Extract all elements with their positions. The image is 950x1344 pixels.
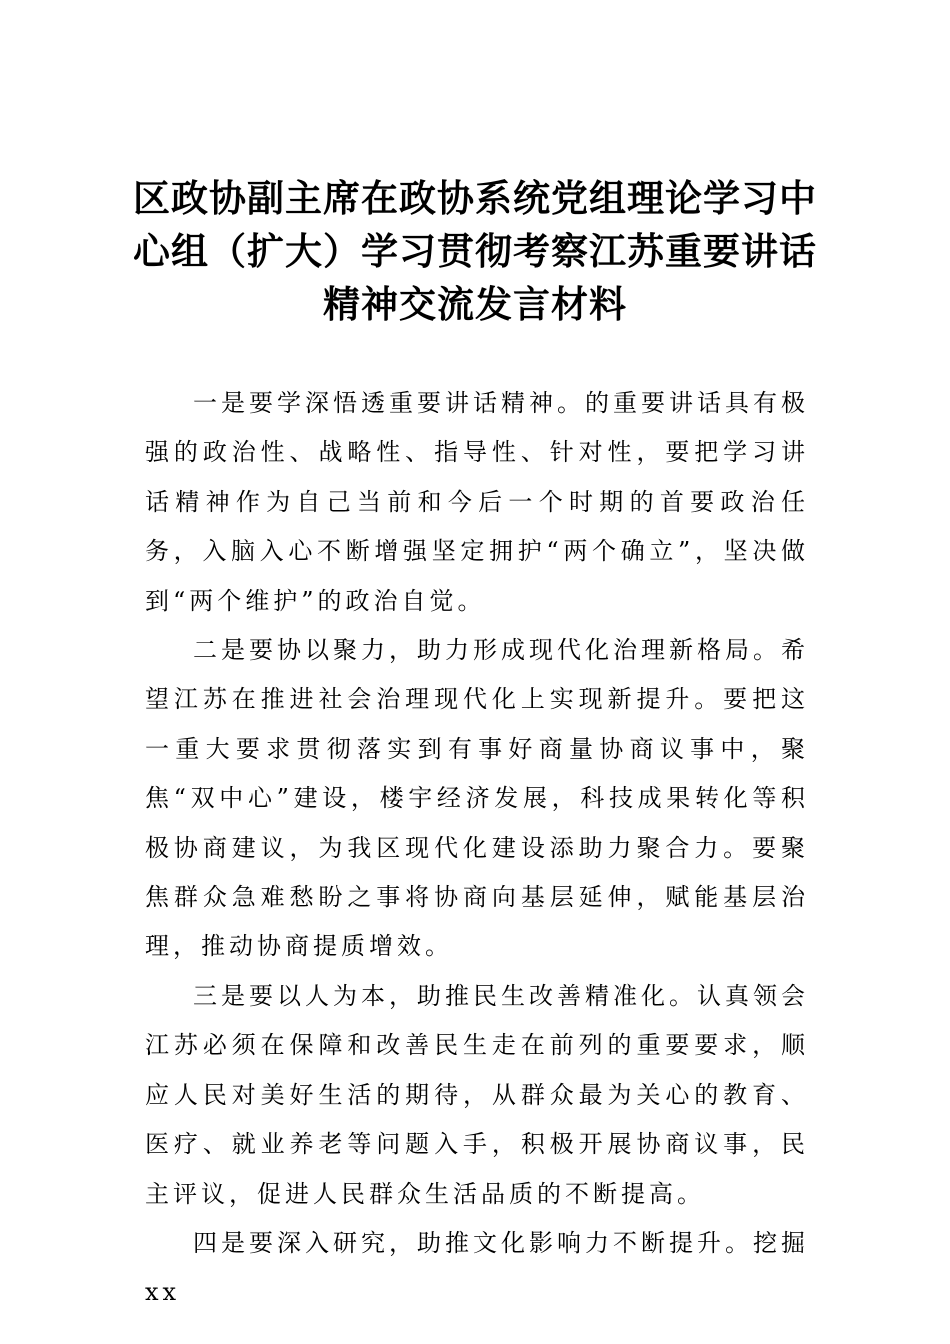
title-line-3: 精神交流发言材料 bbox=[323, 283, 627, 326]
title-line-1: 区政协副主席在政协系统党组理论学习中 bbox=[133, 177, 817, 220]
document-body bbox=[145, 379, 809, 1318]
title-line-2: 心组（扩大）学习贯彻考察江苏重要讲话 bbox=[133, 230, 817, 273]
paragraph-4: 四是要深入研究，助推文化影响力不断提升。挖掘 xx bbox=[145, 1228, 809, 1307]
document-title bbox=[120, 172, 830, 331]
paragraph-2: 二是要协以聚力，助力形成现代化治理新格局。希望江苏在推进社会治理现代化上实现新提升。要把这一重大要求贯彻落实到有事好商量协商议事中，聚焦“双中心”建设，楼宇经济发展，科技成果转化等积极协商建议，为我区现代化建设添助力聚合力。要聚焦群众急难愁盼之事将协商向基层延伸，赋能基层治理，推动协商提质增效。 bbox=[145, 636, 809, 961]
paragraph-1: 一是要学深悟透重要讲话精神。的重要讲话具有极强的政治性、战略性、指导性、针对性，要把学习讲话精神作为自己当前和今后一个时期的首要政治任务，入脑入心不断增强坚定拥护“两个确立”，坚决做到“两个维护”的政治自觉。 bbox=[145, 389, 809, 615]
paragraph-3: 三是要以人为本，助推民生改善精准化。认真领会江苏必须在保障和改善民生走在前列的重要要求，顺应人民对美好生活的期待，从群众最为关心的教育、医疗、就业养老等问题入手，积极开展协商议事，民主评议，促进人民群众生活品质的不断提高。 bbox=[145, 981, 809, 1208]
